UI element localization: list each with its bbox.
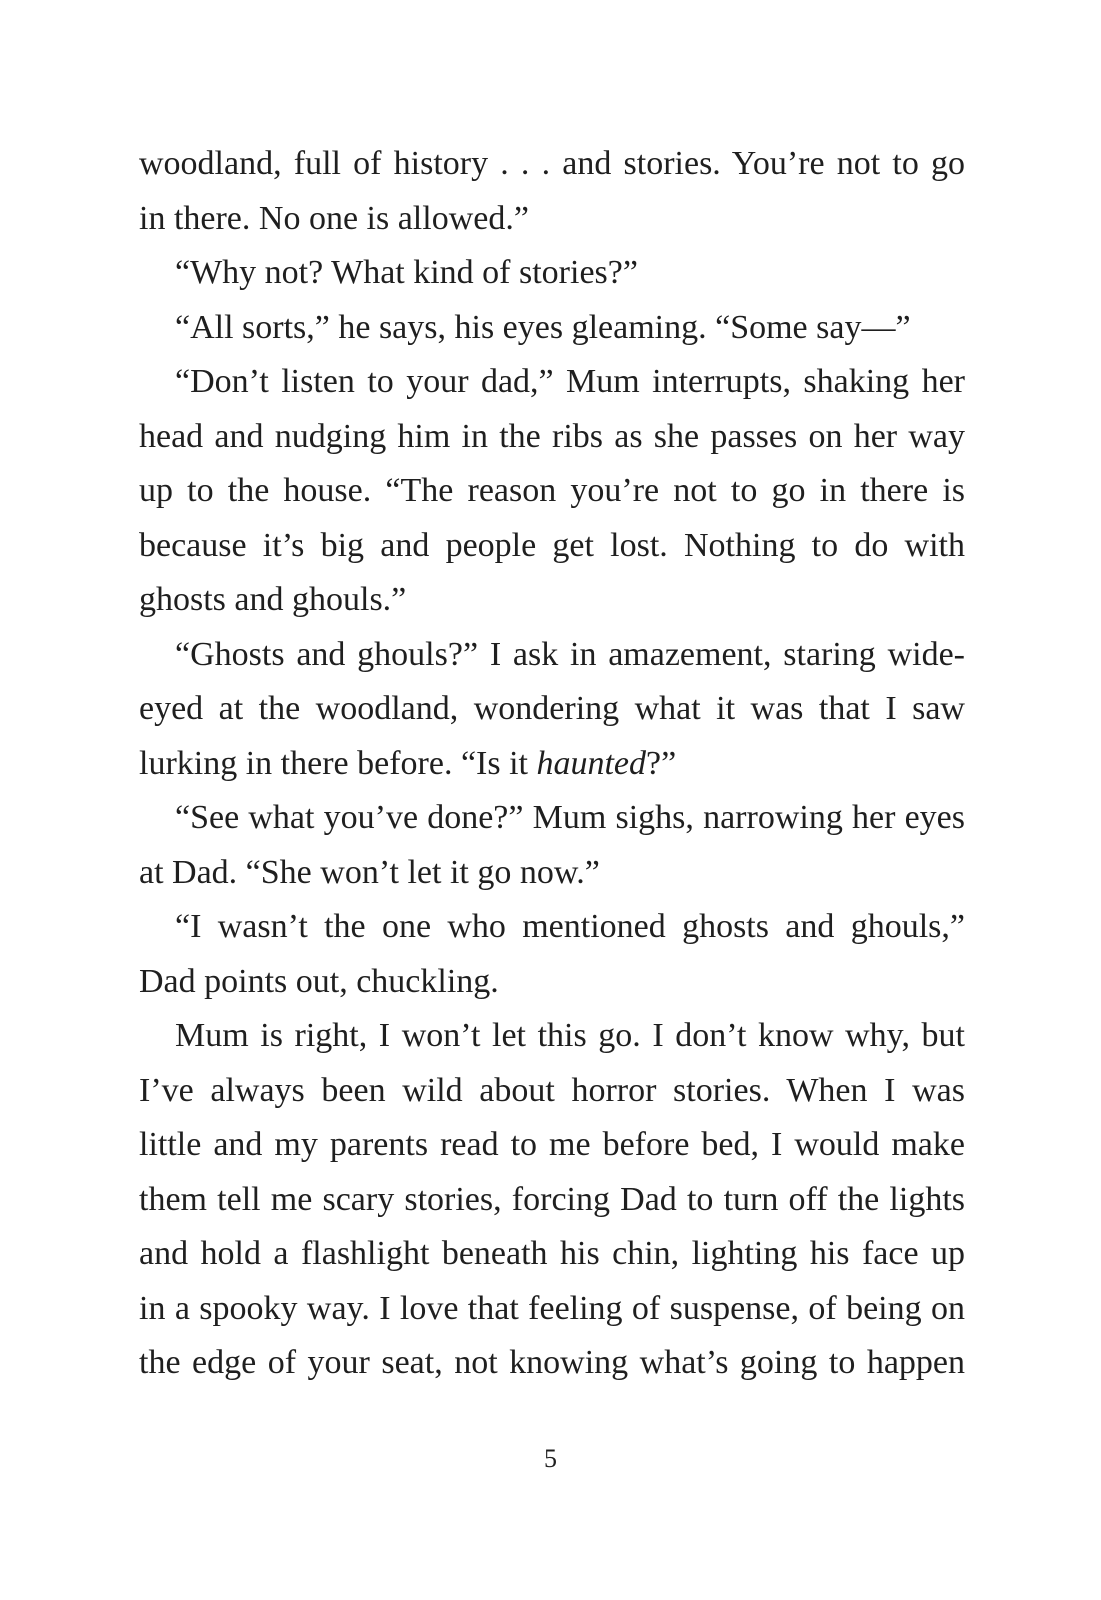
text-line: head and nudging him in the ribs as she passes on her way bbox=[139, 418, 965, 455]
text-line: in there. No one is allowed.” bbox=[139, 200, 529, 237]
text-line: ghosts and ghouls.” bbox=[139, 581, 407, 618]
text-line-start: lurking in there before. “Is it bbox=[139, 745, 537, 782]
text-line: Mum is right, I won’t let this go. I don’t know why, but bbox=[175, 1017, 965, 1054]
text-line: little and my parents read to me before bed, I would make bbox=[139, 1126, 965, 1163]
text-line: “Ghosts and ghouls?” I ask in amazement, staring wide- bbox=[175, 636, 965, 673]
text-line: eyed at the woodland, wondering what it was that I saw bbox=[139, 690, 965, 727]
page-number: 5 bbox=[544, 1444, 557, 1473]
text-line: Dad points out, chuckling. bbox=[139, 963, 499, 1000]
text-line: the edge of your seat, not knowing what’s going to happen bbox=[139, 1344, 965, 1381]
text-line: woodland, full of history . . . and stories. You’re not to go bbox=[139, 145, 965, 182]
text-line: “All sorts,” he says, his eyes gleaming. “Some say—” bbox=[175, 309, 911, 346]
italic-word: haunted bbox=[536, 745, 647, 782]
text-line: “Why not? What kind of stories?” bbox=[175, 254, 638, 291]
text-line-end: ?” bbox=[646, 745, 677, 782]
text-line: them tell me scary stories, forcing Dad to turn off the lights bbox=[139, 1181, 965, 1218]
text-line: “I wasn’t the one who mentioned ghosts and ghouls,” bbox=[175, 908, 965, 945]
text-line: I’ve always been wild about horror stories. When I was bbox=[139, 1072, 965, 1109]
text-line bbox=[139, 736, 965, 792]
text-line: “See what you’ve done?” Mum sighs, narrowing her eyes bbox=[175, 799, 965, 836]
text-line: “Don’t listen to your dad,” Mum interrupts, shaking her bbox=[175, 363, 965, 400]
text-line: in a spooky way. I love that feeling of suspense, of being on bbox=[139, 1290, 965, 1327]
text-line: at Dad. “She won’t let it go now.” bbox=[139, 854, 600, 891]
text-line: up to the house. “The reason you’re not to go in there is bbox=[139, 472, 965, 509]
text-line: because it’s big and people get lost. Nothing to do with bbox=[139, 527, 965, 564]
text-line: and hold a flashlight beneath his chin, lighting his face up bbox=[139, 1235, 965, 1272]
